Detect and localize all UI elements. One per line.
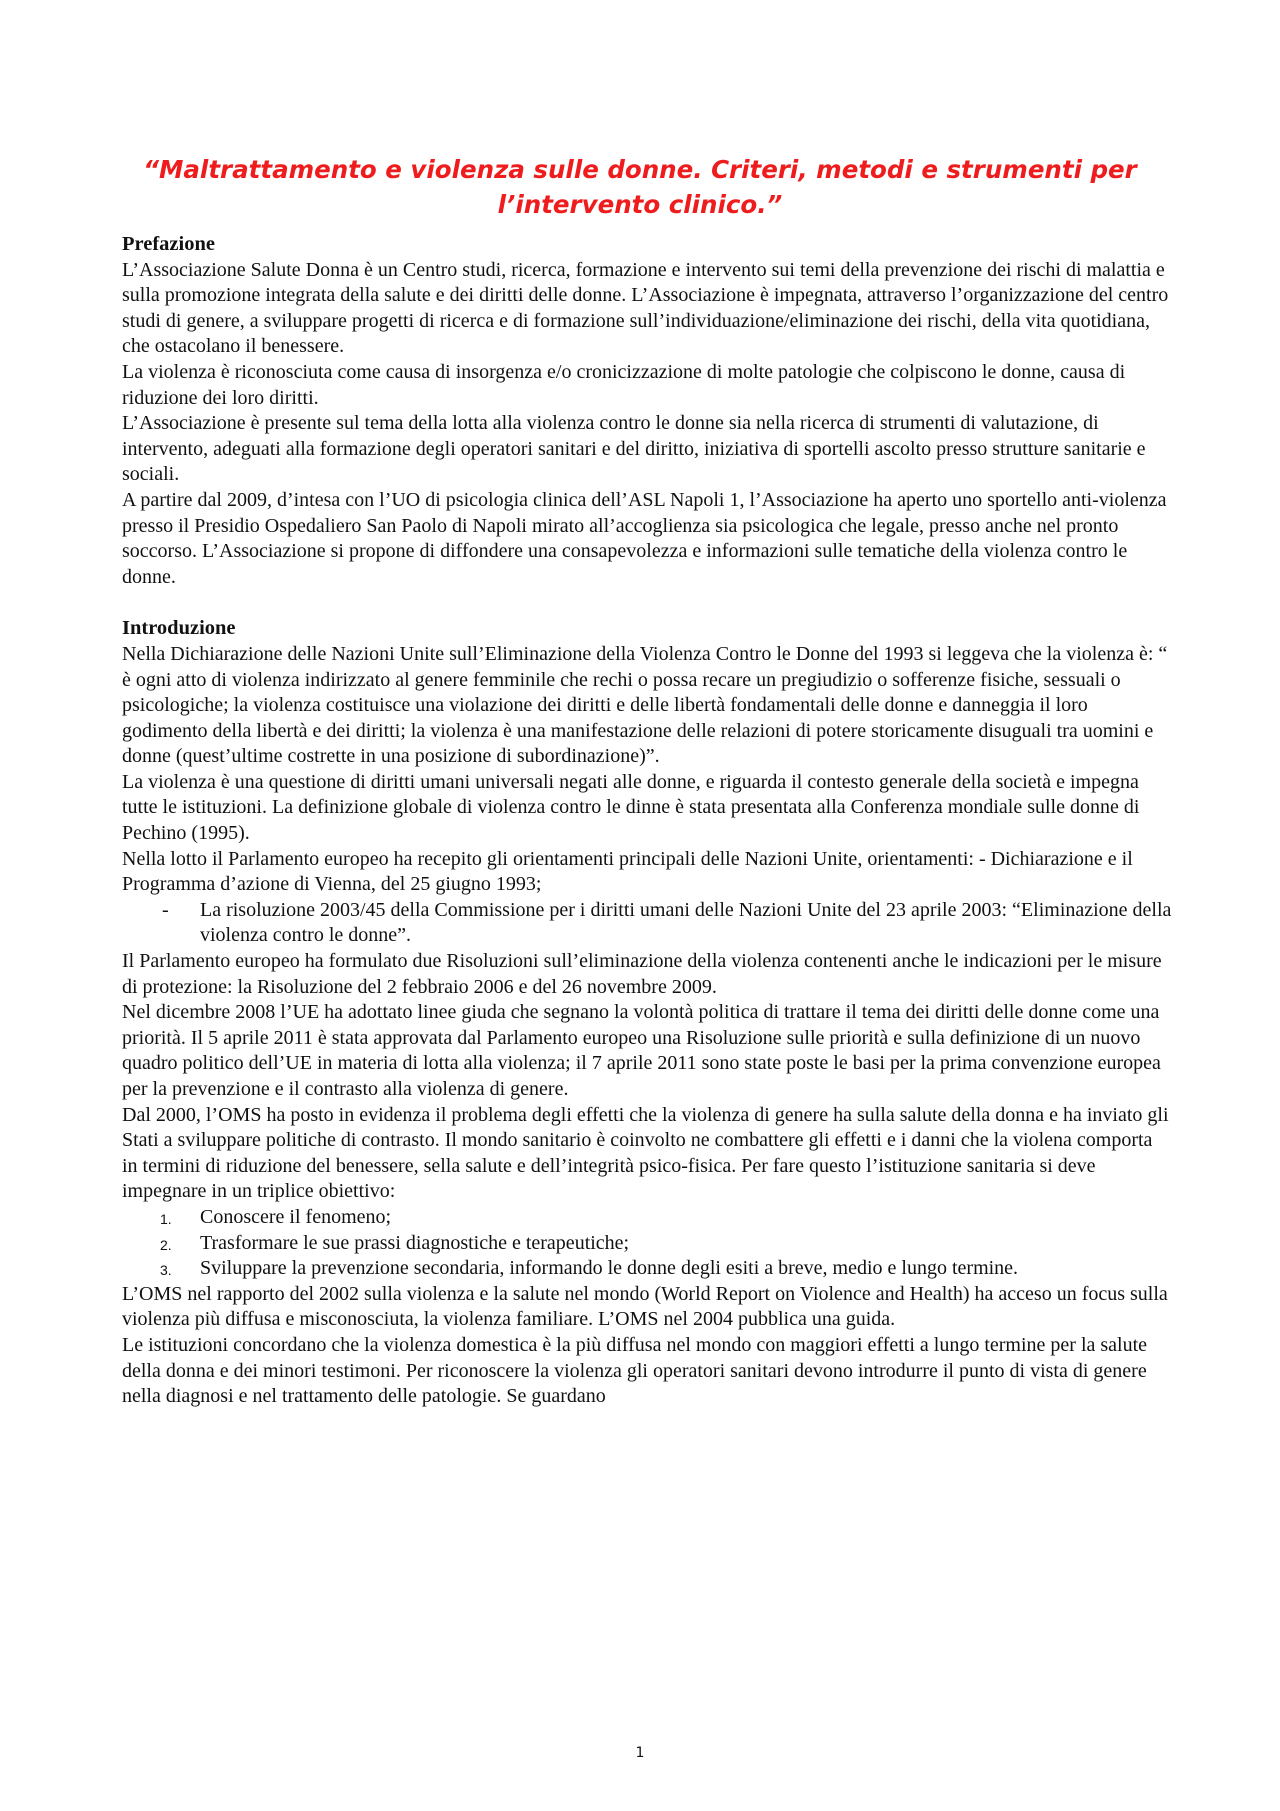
list-item-text: Conoscere il fenomeno;	[200, 1205, 392, 1228]
paragraph: Nella lotto il Parlamento europeo ha recepito gli orientamenti principali delle Nazioni Unite, orientamenti: - Dichiarazione e il Programma d’azione di Vienna, del 25 giugno 1993;	[122, 847, 1133, 896]
section-spacer	[122, 590, 1172, 616]
section-prefazione	[122, 232, 1172, 590]
list-number: 1.	[160, 1210, 172, 1227]
list-marker: -	[162, 898, 169, 921]
paragraph: L’Associazione è presente sul tema della lotta alla violenza contro le donne sia nella ricerca di strumenti di valutazione, di intervento, adeguati alla formazione degli operatori sanitari e del diritto, iniziativa di sportelli ascolto presso strutture sanitarie e sociali.	[122, 412, 1146, 486]
list-item	[122, 898, 1172, 949]
paragraph: Nel dicembre 2008 l’UE ha adottato linee giuda che segnano la volontà politica di trattare il tema dei diritti delle donne come una priorità. Il 5 aprile 2011 è stata approvata dal Parlamento europeo una Risoluzione sulle priorità e sulla definizione di un nuovo quadro politico dell’UE in materia di lotta alla violenza; il 7 aprile 2011 sono state poste le basi per la prima convenzione europea per la prevenzione e il contrasto alla violenza di genere.	[122, 1001, 1161, 1100]
list-item-text: La risoluzione 2003/45 della Commissione per i diritti umani delle Nazioni Unite del 23 aprile 2003: “Eliminazione della violenza contro le donne”.	[200, 898, 1172, 947]
paragraph: Nella Dichiarazione delle Nazioni Unite sull’Eliminazione della Violenza Contro le Donne del 1993 si leggeva che la violenza è: “ è ogni atto di violenza indirizzato al genere femminile che rechi o possa recare un pregiudizio o sofferenze fisiche, sessuali o psicologiche; la violenza costituisce una violazione dei diritti e delle libertà fondamentali delle donne e danneggia il loro godimento della libertà e dei diritti; la violenza è una manifestazione delle relazioni di potere storicamente disuguali tra uomini e donne (quest’ultime costrette in una posizione di subordinazione)”.	[122, 642, 1168, 768]
paragraph: Il Parlamento europeo ha formulato due Risoluzioni sull’eliminazione della violenza contenenti anche le indicazioni per le misure di protezione: la Risoluzione del 2 febbraio 2006 e del 26 novembre 2009.	[122, 950, 1162, 998]
paragraph: La violenza è una questione di diritti umani universali negati alle donne, e riguarda il contesto generale della società e impegna tutte le istituzioni. La definizione globale di violenza contro le dinne è stata presentata alla Conferenza mondiale sulle donne di Pechino (1995).	[122, 770, 1140, 845]
list-item-text: Trasformare le sue prassi diagnostiche e terapeutiche;	[200, 1231, 630, 1254]
heading-introduzione: Introduzione	[122, 617, 236, 640]
list-item	[122, 1231, 1172, 1257]
list-item	[122, 1205, 1172, 1231]
numbered-list	[122, 1205, 1172, 1282]
paragraph: L’Associazione Salute Donna è un Centro studi, ricerca, formazione e intervento sui temi della prevenzione dei rischi di malattia e sulla promozione integrata della salute e dei diritti delle donne. L’Associazione è impegnata, attraverso l’organizzazione del centro studi di genere, a sviluppare progetti di ricerca e di formazione sull’individuazione/eliminazione dei rischi, della vita quotidiana, che ostacolano il benessere.	[122, 258, 1169, 358]
paragraph: La violenza è riconosciuta come causa di insorgenza e/o cronicizzazione di molte patologie che colpiscono le donne, causa di riduzione dei loro diritti.	[122, 360, 1126, 409]
title-line-2: l’intervento clinico.”	[497, 190, 783, 219]
document-body	[122, 232, 1172, 1410]
list-number: 2.	[160, 1236, 172, 1253]
list-number: 3.	[160, 1262, 172, 1279]
paragraph: A partire dal 2009, d’intesa con l’UO di psicologia clinica dell’ASL Napoli 1, l’Associazione ha aperto uno sportello anti-violenza presso il Presidio Ospedaliero San Paolo di Napoli mirato all’accoglienza sia psicologica che legale, presso anche nel pronto soccorso. L’Associazione si propone di diffondere una consapevolezza e informazioni sulle tematiche della violenza contro le donne.	[122, 488, 1167, 588]
title-line-1: “Maltrattamento e violenza sulle donne. Criteri, metodi e strumenti per	[143, 155, 1137, 184]
heading-prefazione: Prefazione	[122, 233, 215, 255]
document-title	[120, 152, 1160, 222]
list-item	[122, 1256, 1172, 1282]
paragraph: Dal 2000, l’OMS ha posto in evidenza il problema degli effetti che la violenza di genere ha sulla salute della donna e ha inviato gli Stati a sviluppare politiche di contrasto. Il mondo sanitario è coinvolto ne combattere gli effetti e i danni che la violena comporta in termini di riduzione del benessere, sella salute e dell’integrità psico-fisica. Per fare questo l’istituzione sanitaria si deve impegnare in un triplice obiettivo:	[122, 1103, 1169, 1203]
list-item-text: Sviluppare la prevenzione secondaria, informando le donne degli esiti a breve, medio e lungo termine.	[200, 1257, 1019, 1280]
paragraph: L’OMS nel rapporto del 2002 sulla violenza e la salute nel mondo (World Report on Violence and Health) ha acceso un focus sulla violenza più diffusa e misconosciuta, la violenza familiare. L’OMS nel 2004 pubblica una guida.	[122, 1282, 1168, 1331]
dash-list	[122, 898, 1172, 949]
paragraph: Le istituzioni concordano che la violenza domestica è la più diffusa nel mondo con maggiori effetti a lungo termine per la salute della donna e dei minori testimoni. Per riconoscere la violenza gli operatori sanitari devono introdurre il punto di vista di genere nella diagnosi e nel trattamento delle patologie. Se guardano	[122, 1333, 1148, 1408]
section-introduzione	[122, 616, 1172, 1409]
page-number: 1	[635, 1745, 645, 1761]
